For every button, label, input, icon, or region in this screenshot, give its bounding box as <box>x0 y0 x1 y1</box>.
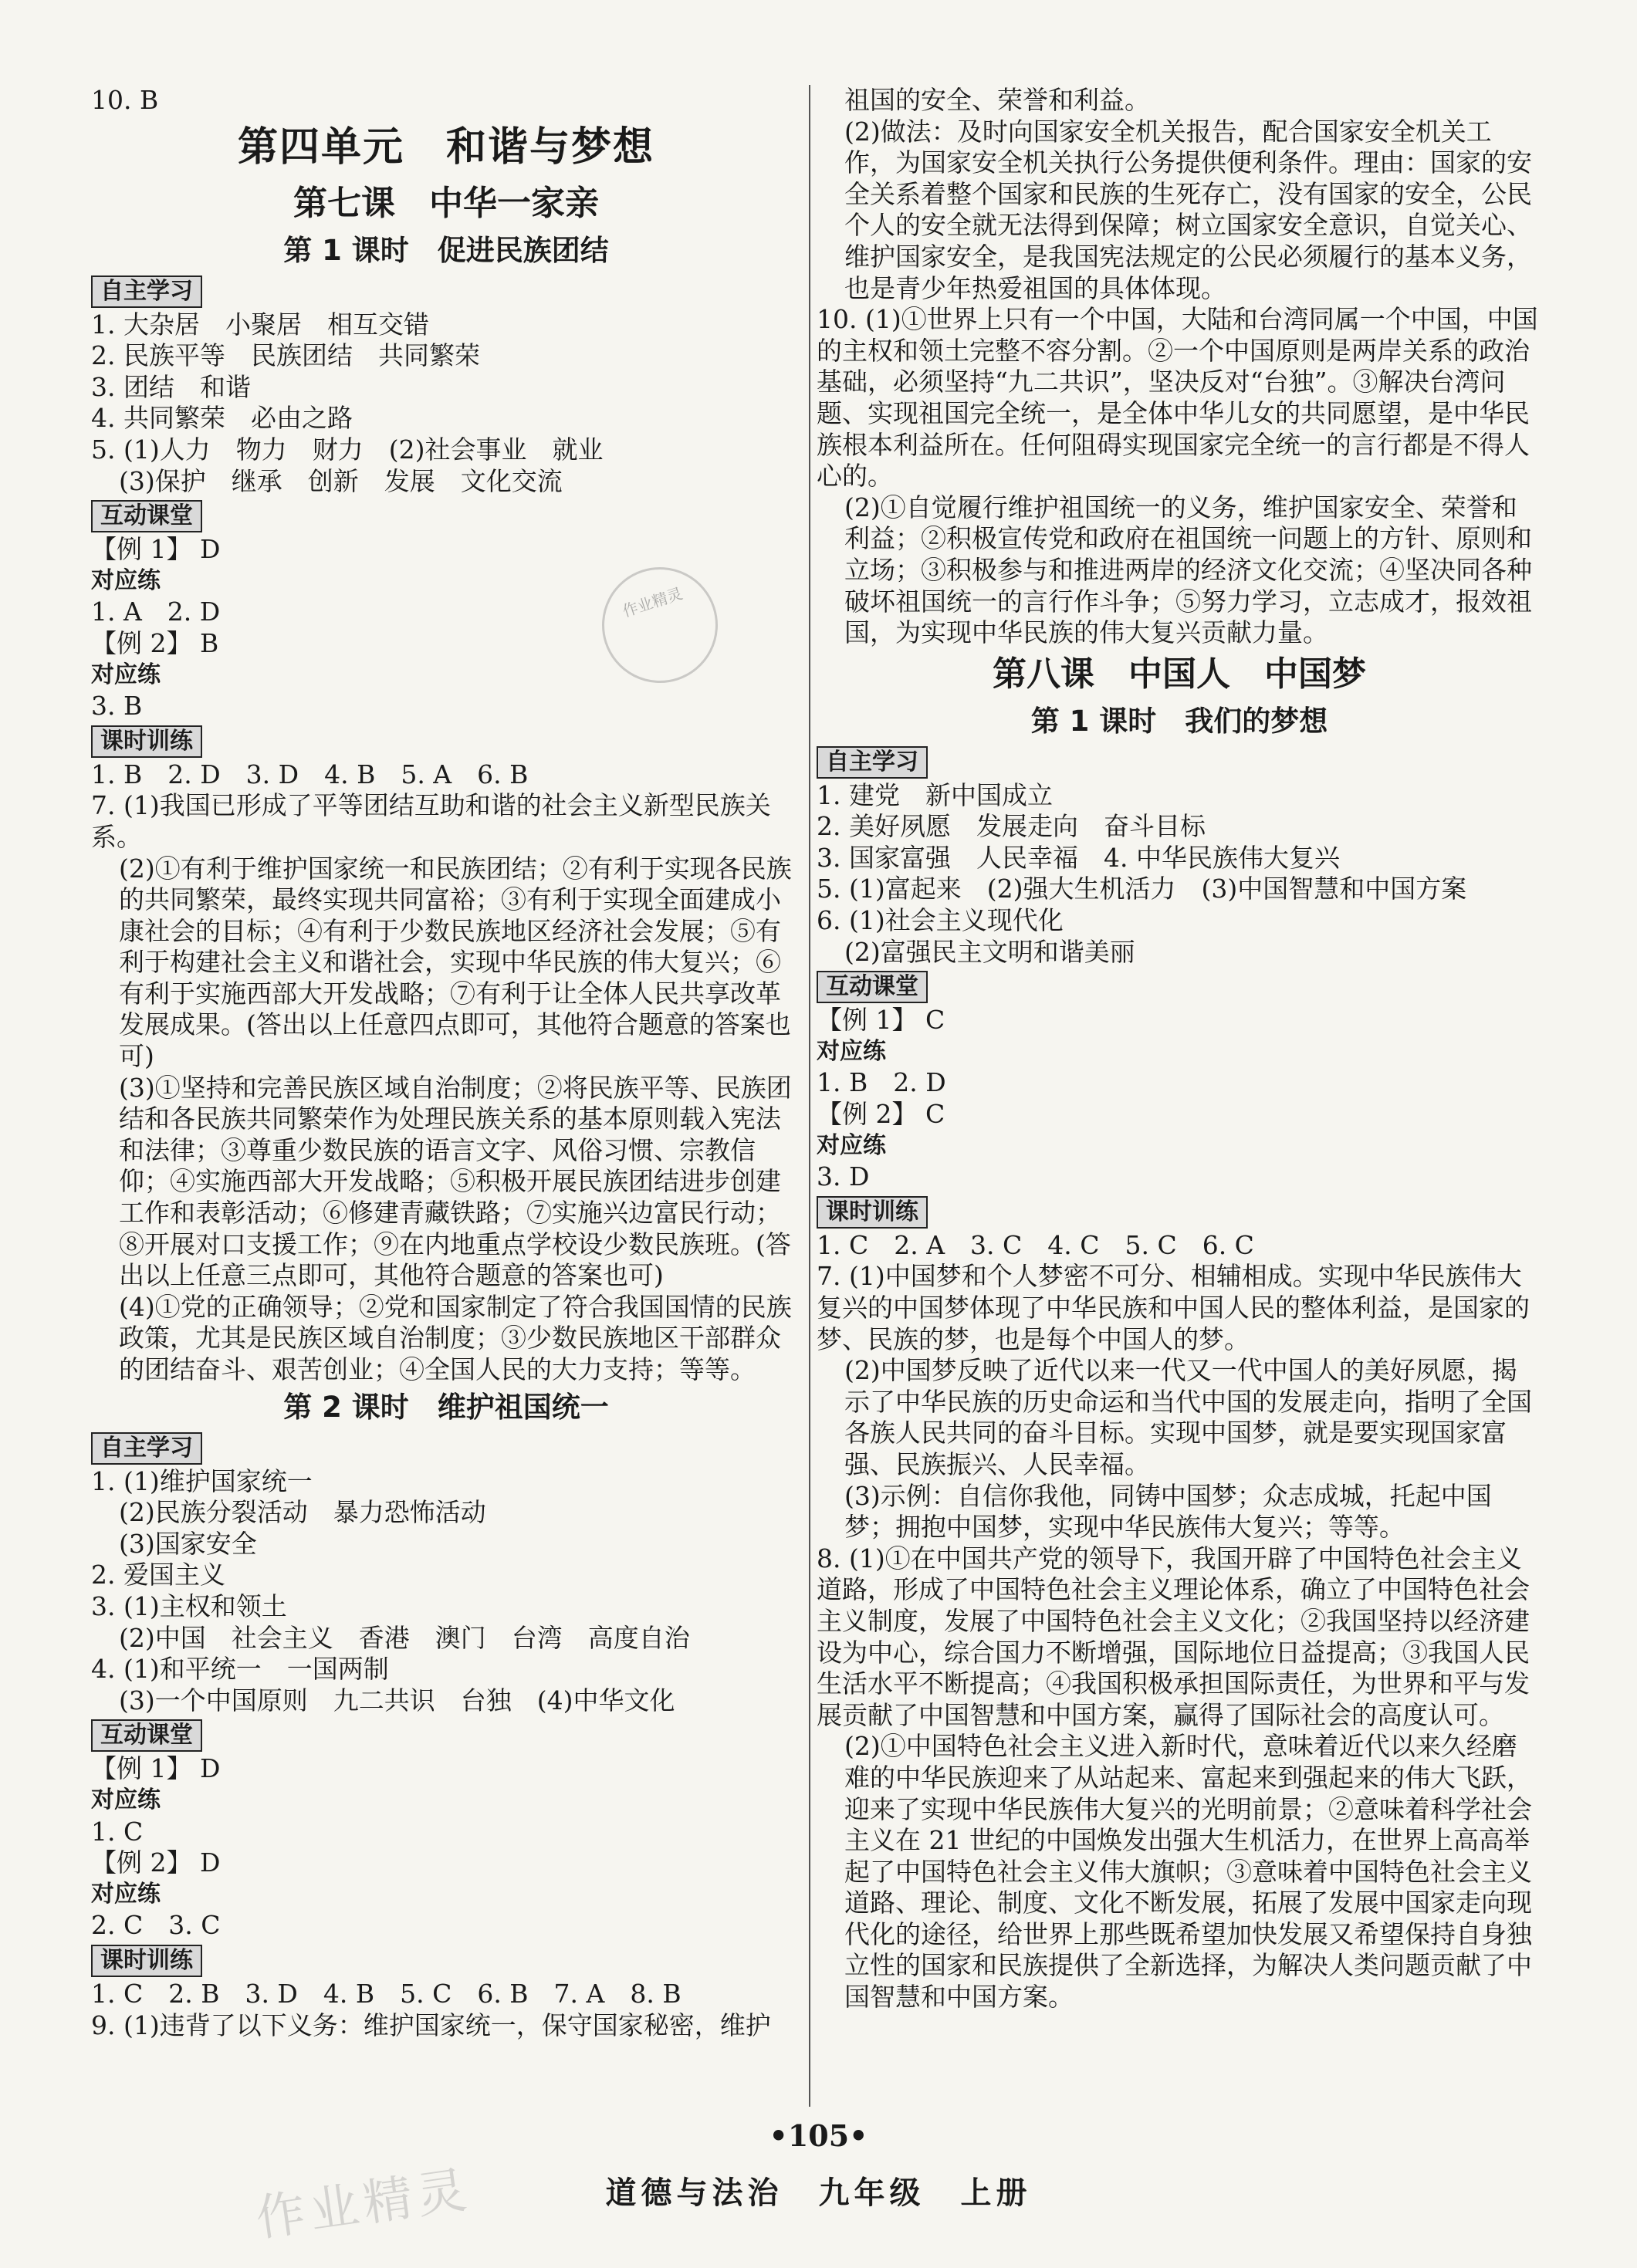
answer-line: 1. B 2. D 3. D 4. B 5. A 6. B <box>91 759 529 789</box>
answer-paragraph: (2)做法：及时向国家安全机关报告，配合国家安全机关工作，为国家安全机关执行公务提供便利条件。理由：国家的安全关系着整个国家和民族的生死存亡，没有国家的安全，公民个人的安全就无法得到保障；树立国家安全意识，自觉关心、维护国家安全，是我国宪法规定的公民必须履行的基本义务，也是青少年热爱祖国的具体体现。 <box>844 116 1532 303</box>
section-tag-hudong: 互动课堂 <box>91 1719 202 1752</box>
answer-line: (2)中国 社会主义 香港 澳门 台湾 高度自治 <box>119 1622 690 1653</box>
section-tag-keshi: 课时训练 <box>91 1945 202 1977</box>
answer-paragraph: (3)示例：自信你我他，同铸中国梦；众志成城，托起中国梦；拥抱中国梦，实现中华民族伟大复兴；等等。 <box>844 1480 1492 1543</box>
answer-paragraph: (2)中国梦反映了近代以来一代又一代中国人的美好夙愿，揭示了中华民族的历史命运和当代中国的发展走向，指明了全国各族人民共同的奋斗目标。实现中国梦，就是要实现国家富强、民族振兴、人民幸福。 <box>844 1355 1532 1479</box>
answer-paragraph: (3)①坚持和完善民族区域自治制度；②将民族平等、民族团结和各民族共同繁荣作为处理民族关系的基本原则载入宪法和法律；③尊重少数民族的语言文字、风俗习惯、宗教信仰；④实施西部大开发战略；⑤积极开展民族团结进步创建工作和表彰活动；⑥修建青藏铁路；⑦实施兴边富民行动；⑧开展对口支援工作；⑨在内地重点学校设少数民族班。(答出以上任意三点即可，其他符合题意的答案也可) <box>119 1072 792 1291</box>
answer-line: 2. 民族平等 民族团结 共同繁荣 <box>91 340 480 371</box>
answer-line: 3. B <box>91 691 143 722</box>
period-title: 第 1 课时 我们的梦想 <box>1030 704 1328 738</box>
answer-line: (2)富强民主文明和谐美丽 <box>844 936 1135 967</box>
answer-line: (3)国家安全 <box>119 1528 257 1559</box>
answer-line: 对应练 <box>817 1131 886 1159</box>
answer-line: 5. (1)人力 物力 财力 (2)社会事业 就业 <box>91 434 604 465</box>
answer-line: 3. 团结 和谐 <box>91 371 251 402</box>
section-tag-zizhu: 自主学习 <box>91 275 202 308</box>
answer-line: 10. B <box>91 85 159 115</box>
answer-line: 9. (1)违背了以下义务：维护国家统一，保守国家秘密，维护 <box>91 2009 771 2040</box>
column-divider <box>809 85 810 2107</box>
answer-line: 对应练 <box>91 566 161 594</box>
stamp-text: 作业精灵 <box>620 583 685 621</box>
section-tag-hudong: 互动课堂 <box>817 971 928 1003</box>
answer-paragraph: 7. (1)我国已形成了平等团结互助和谐的社会主义新型民族关系。 <box>91 790 771 852</box>
period-title: 第 1 课时 促进民族团结 <box>283 233 609 267</box>
answer-line: 5. (1)富起来 (2)强大生机活力 (3)中国智慧和中国方案 <box>817 874 1467 904</box>
answer-line: 1. A 2. D <box>91 597 221 627</box>
answer-line: 2. 美好夙愿 发展走向 奋斗目标 <box>817 811 1206 842</box>
answer-line: 3. 国家富强 人民幸福 4. 中华民族伟大复兴 <box>817 842 1340 873</box>
answer-line: (3)一个中国原则 九二共识 台独 (4)中华文化 <box>119 1685 675 1715</box>
answer-line: 【例 1】 D <box>91 1753 221 1784</box>
unit-title: 第四单元 和谐与梦想 <box>237 123 654 171</box>
answer-paragraph: 7. (1)中国梦和个人梦密不可分、相辅相成。实现中华民族伟大复兴的中国梦体现了中华民族和中国人民的整体利益，是国家的梦、民族的梦，也是每个中国人的梦。 <box>817 1261 1530 1354</box>
period-title: 第 2 课时 维护祖国统一 <box>283 1390 609 1424</box>
section-tag-keshi: 课时训练 <box>91 725 202 758</box>
section-tag-hudong: 互动课堂 <box>91 500 202 532</box>
answer-line: 6. (1)社会主义现代化 <box>817 905 1064 936</box>
answer-line: 对应练 <box>91 1786 161 1813</box>
lesson-title: 第八课 中国人 中国梦 <box>993 654 1366 694</box>
answer-line: 【例 1】 C <box>817 1005 945 1036</box>
answer-line: 2. 爱国主义 <box>91 1560 225 1590</box>
answer-line: 【例 2】 C <box>817 1099 945 1130</box>
answer-paragraph: (4)①党的正确领导；②党和国家制定了符合我国国情的民族政策，尤其是民族区域自治制度；③少数民族地区干部群众的团结奋斗、艰苦创业；④全国人民的大力支持；等等。 <box>119 1291 792 1384</box>
section-tag-zizhu: 自主学习 <box>91 1432 202 1465</box>
answer-line: 4. 共同繁荣 必由之路 <box>91 403 353 434</box>
section-tag-keshi: 课时训练 <box>817 1196 928 1229</box>
answer-line: 【例 2】 B <box>91 627 219 658</box>
watermark-text: 作业精灵 <box>252 2161 475 2249</box>
answer-line: 1. C <box>91 1816 144 1847</box>
answer-line: 1. C 2. B 3. D 4. B 5. C 6. B 7. A 8. B <box>91 1978 682 2009</box>
section-tag-zizhu: 自主学习 <box>817 746 928 779</box>
answer-line: 3. D <box>817 1161 870 1192</box>
answer-line: 3. (1)主权和领土 <box>91 1590 287 1621</box>
answer-line: 对应练 <box>817 1037 886 1065</box>
answer-line: 对应练 <box>91 661 161 688</box>
page-number: •105• <box>769 2118 868 2153</box>
answer-line: 对应练 <box>91 1880 161 1908</box>
answer-line: (2)民族分裂活动 暴力恐怖活动 <box>119 1497 486 1528</box>
book-title: 道德与法治 九年级 上册 <box>605 2175 1032 2211</box>
right-column <box>817 85 1542 2013</box>
answer-line: 【例 2】 D <box>91 1847 221 1878</box>
answer-line: 1. (1)维护国家统一 <box>91 1465 313 1496</box>
answer-paragraph: 8. (1)①在中国共产党的领导下，我国开辟了中国特色社会主义道路，形成了中国特色社会主义理论体系，确立了中国特色社会主义制度，发展了中国特色社会主义文化；②我国坚持以经济建设为中心，综合国力不断增强，国际地位日益提高；③我国人民生活水平不断提高；④我国积极承担国际责任，为世界和平与发展贡献了中国智慧和中国方案，赢得了国际社会的高度认可。 <box>817 1543 1530 1730</box>
left-column <box>91 85 801 2041</box>
answer-paragraph: 10. (1)①世界上只有一个中国，大陆和台湾同属一个中国，中国的主权和领土完整不容分割。②一个中国原则是两岸关系的政治基础，必须坚持“九二共识”，坚决反对“台独”。③解决台湾问题、实现祖国完全统一，是全体中华儿女的共同愿望，是中华民族根本利益所在。任何阻碍实现国家完全统一的言行都是不得人心的。 <box>817 304 1538 492</box>
answer-line: 1. 大杂居 小聚居 相互交错 <box>91 309 429 340</box>
answer-line: 4. (1)和平统一 一国两制 <box>91 1654 389 1685</box>
answer-paragraph: (2)①自觉履行维护祖国统一的义务，维护国家安全、荣誉和利益；②积极宣传党和政府在祖国统一问题上的方针、原则和立场；③积极参与和推进两岸的经济文化交流；④坚决同各种破坏祖国统一的言行作斗争；⑤努力学习，立志成才，报效祖国，为实现中华民族的伟大复兴贡献力量。 <box>844 492 1532 648</box>
answer-line: 祖国的安全、荣誉和利益。 <box>844 85 1150 115</box>
answer-line: 1. B 2. D <box>817 1067 946 1098</box>
lesson-title: 第七课 中华一家亲 <box>293 183 599 223</box>
answer-line: 1. 建党 新中国成立 <box>817 779 1053 810</box>
answer-paragraph: (2)①有利于维护国家统一和民族团结；②有利于实现各民族的共同繁荣，最终实现共同富裕；③有利于实现全面建成小康社会的目标；④有利于少数民族地区经济社会发展；⑤有利于构建社会主义和谐社会，实现中华民族的伟大复兴；⑥有利于实施西部大开发战略；⑦有利于让全体人民共享改革发展成果。(答出以上任意四点即可，其他符合题意的答案也可) <box>119 853 792 1072</box>
answer-paragraph: (2)①中国特色社会主义进入新时代，意味着近代以来久经磨难的中华民族迎来了从站起来、富起来到强起来的伟大飞跃，迎来了实现中华民族伟大复兴的光明前景；②意味着科学社会主义在 21 世纪的中国焕发出强大生机活力，在世界上高高举起了中国特色社会主义伟大旗帜；③意味着中国特色社会主义道路、理论、制度、文化不断发展，拓展了发展中国家走向现代化的途径，给世界上那些既希望加快发展又希望保持自身独立性的国家和民族提供了全新选择，为解决人类问题贡献了中国智慧和中国方案。 <box>844 1731 1532 2013</box>
answer-line: 2. C 3. C <box>91 1910 221 1941</box>
answer-line: 【例 1】 D <box>91 534 221 565</box>
answer-line: (3)保护 继承 创新 发展 文化交流 <box>119 465 563 496</box>
answer-line: 1. C 2. A 3. C 4. C 5. C 6. C <box>817 1229 1254 1260</box>
